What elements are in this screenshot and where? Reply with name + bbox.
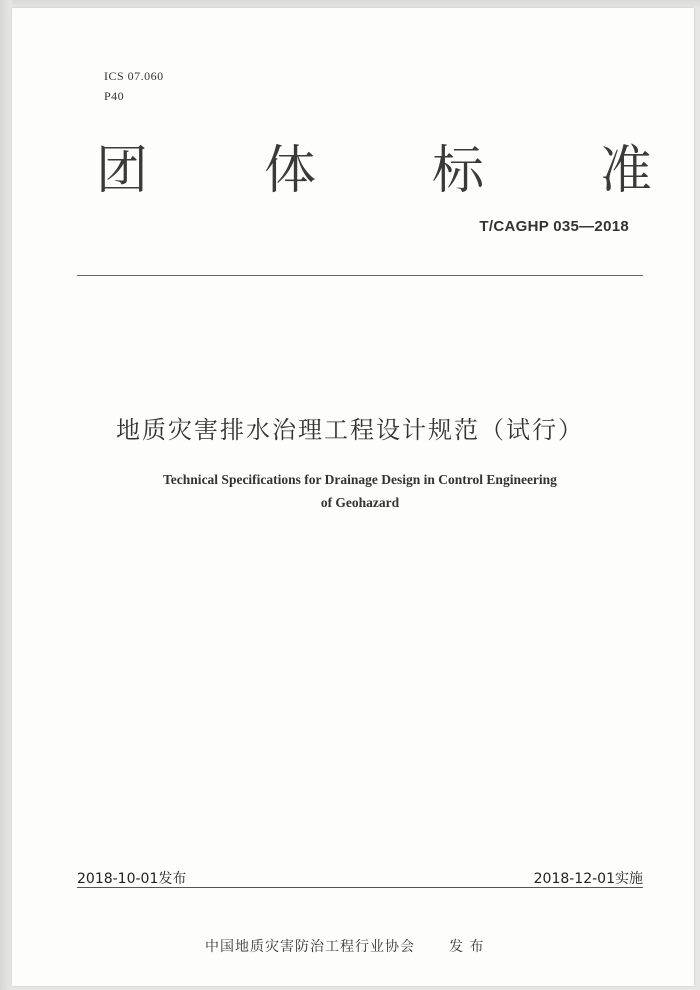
standard-code: T/CAGHP 035—2018: [479, 218, 629, 235]
document-type-char: 标: [431, 141, 484, 201]
document-type-char: 团: [96, 141, 149, 201]
issuer-organization: 中国地质灾害防治工程行业协会: [205, 939, 415, 955]
document-type-heading: [96, 136, 652, 206]
document-type-char: 体: [263, 141, 316, 201]
english-title-line-1: Technical Specifications for Drainage Design in Control Engineering: [163, 472, 557, 487]
issuer-action: 发 布: [449, 939, 485, 955]
publish-date: 2018-10-01发布: [77, 871, 187, 887]
scan-edge-top: [0, 0, 700, 8]
english-title-line-2: of Geohazard: [320, 495, 400, 510]
classification-code: P40: [104, 89, 125, 103]
chinese-title: 地质灾害排水治理工程设计规范（试行）: [116, 416, 584, 444]
implementation-date: 2018-12-01实施: [533, 871, 643, 887]
issuer-line: [205, 936, 484, 956]
header-divider: [77, 275, 643, 276]
footer-divider: [77, 887, 643, 888]
ics-code: ICS 07.060: [104, 69, 164, 83]
document-type-char: 准: [599, 141, 652, 201]
